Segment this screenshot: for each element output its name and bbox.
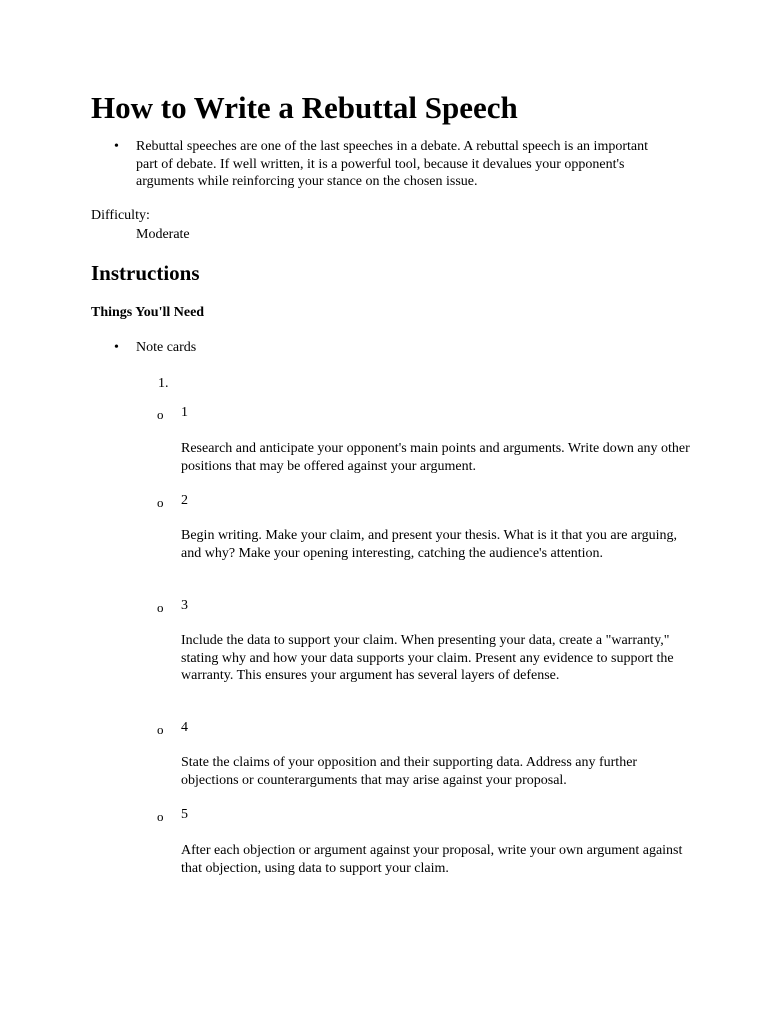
- step-marker: o: [157, 600, 164, 615]
- step-number: 3: [181, 598, 188, 613]
- difficulty-value: Moderate: [136, 227, 190, 242]
- step-number: 2: [181, 493, 188, 508]
- ordered-list-marker: 1.: [158, 376, 169, 391]
- step-text: After each objection or argument against your proposal, write your own argument against that objection, using data to support your claim.: [181, 843, 683, 876]
- step-number: 4: [181, 720, 188, 735]
- instructions-heading: Instructions: [91, 261, 200, 285]
- things-needed-heading: Things You'll Need: [91, 305, 205, 320]
- step-number: 5: [181, 807, 188, 822]
- step-text: State the claims of your opposition and their supporting data. Address any further objections or counterarguments that may arise against your proposal.: [181, 755, 638, 788]
- step-number: 1: [181, 405, 188, 420]
- step-marker: o: [157, 407, 164, 422]
- things-needed-bullet: •: [114, 340, 119, 355]
- step-text: Begin writing. Make your claim, and present your thesis. What is it that you are arguing, and why? Make your opening interesting, catching the audience's attention.: [181, 528, 677, 561]
- intro-bullet: •: [114, 139, 119, 154]
- step-text: Research and anticipate your opponent's main points and arguments. Write down any other positions that may be offered against your argument.: [181, 441, 690, 474]
- step-marker: o: [157, 722, 164, 737]
- intro-paragraph: Rebuttal speeches are one of the last speeches in a debate. A rebuttal speech is an important part of debate. If well written, it is a powerful tool, because it devalues your opponent's arguments while reinforcing your stance on the chosen issue.: [136, 139, 648, 189]
- step-marker: o: [157, 809, 164, 824]
- things-needed-item: Note cards: [136, 340, 197, 355]
- page-title: How to Write a Rebuttal Speech: [91, 90, 518, 125]
- difficulty-label: Difficulty:: [91, 208, 150, 223]
- step-text: Include the data to support your claim. When presenting your data, create a "warranty," stating why and how your data supports your claim. Present any evidence to support the warranty. This ensures your argument has several layers of defense.: [181, 633, 674, 683]
- step-marker: o: [157, 495, 164, 510]
